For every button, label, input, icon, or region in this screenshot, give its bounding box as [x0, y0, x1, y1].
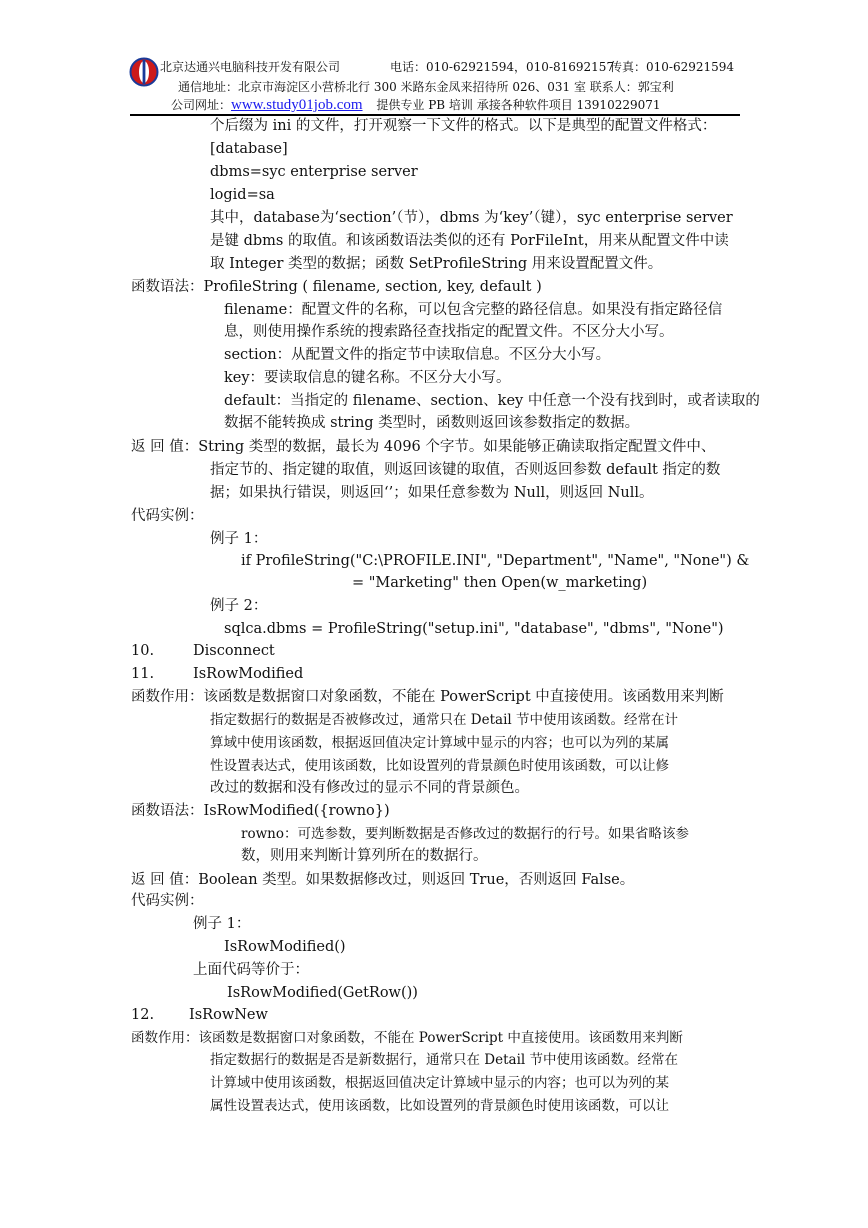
text-line: section：从配置文件的指定节中读取信息。不区分大小写。	[224, 347, 611, 363]
text-line: 数，则用来判断计算列所在的数据行。	[241, 848, 488, 864]
section-purpose-heading: 函数作用：该函数是数据窗口对象函数，不能在 PowerScript 中直接使用。该函数用来判断	[131, 689, 724, 705]
section-syntax-heading: 函数语法：IsRowModified({rowno})	[131, 803, 390, 819]
text-line: 指定数据行的数据是否是新数据行，通常只在 Detail 节中使用该函数。经常在	[210, 1052, 679, 1068]
text-line: 性设置表达式，使用该函数，比如设置列的背景颜色时使用该函数，可以让修	[210, 758, 669, 774]
company-site-link[interactable]: www.study01job.com	[231, 97, 363, 113]
text-line: 数据不能转换成 string 类型时，函数则返回该参数指定的数据。	[224, 415, 640, 431]
company-site-row	[171, 96, 661, 114]
text-line: 属性设置表达式，使用该函数，比如设置列的背景颜色时使用该函数，可以让	[210, 1098, 669, 1114]
text-line: 上面代码等价于：	[193, 962, 309, 978]
text-line: default：当指定的 filename、section、key 中任意一个没有找到时，或者读取的	[224, 393, 760, 409]
code-line: IsRowModified()	[224, 939, 346, 955]
code-line: IsRowModified(GetRow())	[227, 985, 418, 1001]
company-fax: 传真：010-62921594	[610, 60, 735, 74]
item-title: IsRowModified	[193, 666, 304, 682]
text-line: 指定数据行的数据是否被修改过，通常只在 Detail 节中使用该函数。经常在计	[210, 712, 679, 728]
example-label: 例子 1：	[210, 531, 268, 547]
text-line: 是键 dbms 的取值。和该函数语法类似的还有 PorFileInt，用来从配置文件中读	[210, 233, 729, 249]
code-line: if ProfileString("C:\PROFILE.INI", "Department", "Name", "None") &	[241, 553, 750, 569]
company-phone: 电话：010-62921594，010-81692157	[390, 60, 615, 74]
item-number: 11.	[131, 666, 155, 682]
code-line: sqlca.dbms = ProfileString("setup.ini", "database", "dbms", "None")	[224, 621, 724, 637]
text-line: 改过的数据和没有修改过的显示不同的背景颜色。	[210, 780, 529, 796]
section-purpose-heading: 函数作用：该函数是数据窗口对象函数，不能在 PowerScript 中直接使用。该函数用来判断	[131, 1030, 683, 1046]
text-line: 计算域中使用该函数，根据返回值决定计算域中显示的内容；也可以为列的某	[210, 1075, 669, 1091]
text-line: filename：配置文件的名称，可以包含完整的路径信息。如果没有指定路径信	[224, 302, 723, 318]
text-line: 个后缀为 ini 的文件，打开观察一下文件的格式。以下是典型的配置文件格式：	[210, 118, 717, 134]
text-line: dbms=syc enterprise server	[210, 164, 418, 180]
company-address: 通信地址：北京市海淀区小营桥北行 300 米路东金凤来招待所 026、031 室 联系人：郭宝利	[178, 80, 674, 94]
section-return-heading: 返 回 值：Boolean 类型。如果数据修改过，则返回 True，否则返回 False。	[131, 872, 635, 888]
text-line: rowno：可选参数，要判断数据是否修改过的数据行的行号。如果省略该参	[241, 826, 689, 842]
item-number: 12.	[131, 1007, 155, 1023]
text-line: 取 Integer 类型的数据；函数 SetProfileString 用来设置配置文件。	[210, 256, 663, 272]
text-line: logid=sa	[210, 187, 275, 203]
company-name: 北京达通兴电脑科技开发有限公司	[160, 60, 341, 74]
section-example-heading: 代码实例：	[131, 508, 204, 524]
text-line: 息，则使用操作系统的搜索路径查找指定的配置文件。不区分大小写。	[224, 324, 674, 340]
code-line: = "Marketing" then Open(w_marketing)	[352, 575, 648, 591]
text-line: 算域中使用该函数，根据返回值决定计算域中显示的内容；也可以为列的某属	[210, 735, 669, 751]
example-label: 例子 2：	[210, 598, 268, 614]
company-logo-icon	[129, 57, 159, 87]
example-label: 例子 1：	[193, 916, 251, 932]
item-number: 10.	[131, 643, 155, 659]
company-services: 提供专业 PB 培训 承接各种软件项目 13910229071	[376, 98, 661, 112]
section-return-heading: 返 回 值：String 类型的数据，最长为 4096 个字节。如果能够正确读取指定配置文件中、	[131, 439, 716, 455]
text-line: 指定节的、指定键的取值，则返回该键的取值，否则返回参数 default 指定的数	[210, 462, 721, 478]
item-title: IsRowNew	[189, 1007, 268, 1023]
text-line: [database]	[210, 141, 288, 157]
text-line: 其中，database为‘section’（节），dbms 为‘key’（键），syc enterprise server	[210, 210, 733, 226]
company-site-label: 公司网址：	[171, 98, 232, 112]
item-title: Disconnect	[193, 643, 275, 659]
text-line: key：要读取信息的键名称。不区分大小写。	[224, 370, 511, 386]
section-syntax-heading: 函数语法：ProfileString ( filename, section, key, default )	[131, 279, 542, 295]
section-example-heading: 代码实例：	[131, 893, 204, 909]
text-line: 据；如果执行错误，则返回‘’；如果任意参数为 Null，则返回 Null。	[210, 485, 654, 501]
